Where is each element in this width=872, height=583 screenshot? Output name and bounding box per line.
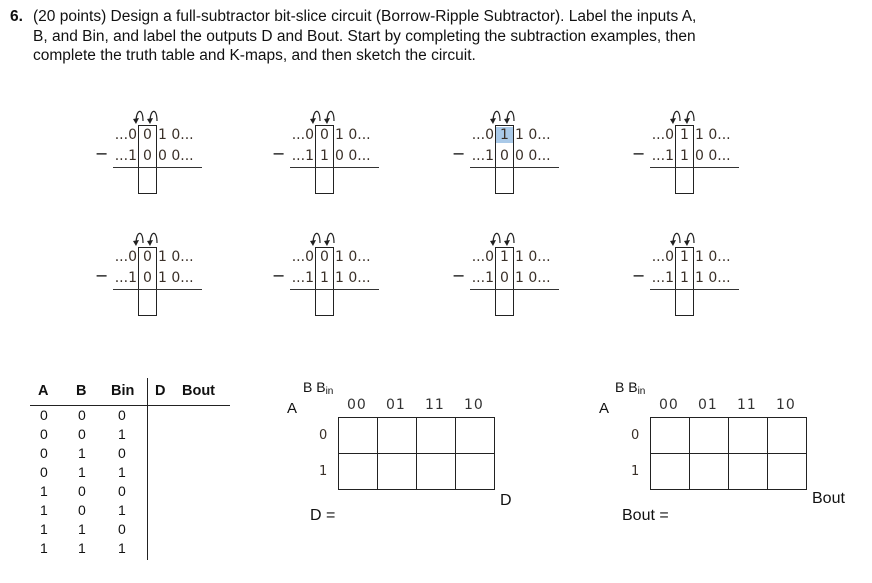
subtraction-example [95, 105, 225, 200]
operand-top-suffix: 1 0... [335, 249, 371, 265]
minus-sign: − [452, 266, 466, 285]
operand-top-column-digit: 1 [680, 127, 689, 143]
kmap-column-label: 00 [659, 397, 679, 413]
kmap-cell[interactable] [690, 418, 729, 454]
kmap-row-label: 1 [631, 464, 640, 479]
operand-bottom-suffix: 0 0... [515, 148, 551, 164]
operand-top-suffix: 1 0... [695, 127, 731, 143]
kmap-column-label: 00 [347, 397, 367, 413]
result-underline [470, 289, 559, 290]
minus-sign: − [95, 144, 109, 163]
question-text-line-1: (20 points) Design a full-subtractor bit-slice circuit (Borrow-Ripple Subtractor). Label the inputs A, [33, 8, 697, 25]
minus-sign: − [272, 144, 286, 163]
truth-table-cell: 0 [40, 407, 48, 423]
operand-top-suffix: 1 0... [158, 127, 194, 143]
truth-table-cell: 0 [78, 483, 86, 499]
kmap-cell[interactable] [417, 418, 456, 454]
truth-table-cell: 1 [40, 540, 48, 556]
operand-bottom-column-digit: 0 [143, 148, 152, 164]
minus-sign: − [632, 266, 646, 285]
operand-top-prefix: ...0 [471, 249, 494, 265]
kmap-equation-label: D = [310, 507, 336, 524]
operand-top-column-digit: 1 [500, 249, 509, 265]
column-variable-subscript: in [325, 386, 334, 397]
minus-sign: − [95, 266, 109, 285]
operand-bottom-suffix: 1 0... [158, 270, 194, 286]
borrow-arrows-icon [660, 107, 700, 125]
kmap-grid [338, 417, 495, 490]
truth-table-cell: 1 [78, 521, 86, 537]
column-variable-text: B B [303, 379, 326, 395]
operand-top-prefix: ...0 [291, 249, 314, 265]
subtraction-example [632, 227, 762, 322]
subtraction-example [272, 105, 402, 200]
kmap-grid [650, 417, 807, 490]
operand-top-prefix: ...0 [651, 127, 674, 143]
kmap-name: D [500, 492, 512, 509]
operand-top-prefix: ...0 [651, 249, 674, 265]
truth-table-cell: 1 [78, 464, 86, 480]
truth-table-cell: 0 [40, 445, 48, 461]
kmap-column-label: 10 [464, 397, 484, 413]
kmap-column-label: 11 [737, 397, 757, 413]
kmap-cell[interactable] [339, 454, 378, 490]
truth-table-cell: 0 [118, 521, 126, 537]
operand-top-prefix: ...0 [471, 127, 494, 143]
operand-bottom-prefix: ...1 [114, 270, 137, 286]
operand-top-column-digit: 0 [320, 249, 329, 265]
truth-table-header: B [76, 383, 87, 399]
truth-table-cell: 1 [78, 540, 86, 556]
truth-table-cell: 1 [118, 540, 126, 556]
operand-bottom-prefix: ...1 [651, 270, 674, 286]
kmap-name: Bout [812, 490, 845, 507]
result-underline [113, 167, 202, 168]
kmap-cell[interactable] [417, 454, 456, 490]
operand-top-column-digit: 0 [143, 249, 152, 265]
operand-top-suffix: 1 0... [515, 249, 551, 265]
operand-bottom-suffix: 0 0... [695, 148, 731, 164]
kmap-cell[interactable] [651, 454, 690, 490]
kmap-cell[interactable] [378, 454, 417, 490]
subtraction-example [95, 227, 225, 322]
truth-table-cell: 0 [118, 445, 126, 461]
truth-table-header: A [38, 383, 49, 399]
operand-top-prefix: ...0 [114, 249, 137, 265]
kmap-equation-label: Bout = [622, 507, 669, 524]
subtraction-example [272, 227, 402, 322]
operand-top-suffix: 1 0... [158, 249, 194, 265]
result-underline [650, 167, 739, 168]
kmap-cell[interactable] [768, 454, 807, 490]
operand-bottom-prefix: ...1 [471, 148, 494, 164]
truth-table-cell: 1 [118, 426, 126, 442]
borrow-arrows-icon [123, 107, 163, 125]
borrow-arrows-icon [480, 107, 520, 125]
operand-top-column-digit: 0 [143, 127, 152, 143]
kmap-row-label: 1 [319, 464, 328, 479]
result-underline [290, 167, 379, 168]
minus-sign: − [632, 144, 646, 163]
operand-top-suffix: 1 0... [335, 127, 371, 143]
truth-table-cell: 0 [78, 426, 86, 442]
kmap-column-label: 01 [386, 397, 406, 413]
truth-table-cell: 0 [118, 483, 126, 499]
subtraction-example [632, 105, 762, 200]
question-text-line-2: B, and Bin, and label the outputs D and Bout. Start by completing the subtraction examples, then [33, 28, 696, 45]
operand-bottom-suffix: 0 0... [158, 148, 194, 164]
truth-table-cell: 1 [118, 464, 126, 480]
operand-bottom-column-digit: 0 [143, 270, 152, 286]
truth-table-cell: 0 [78, 407, 86, 423]
kmap-cell[interactable] [768, 418, 807, 454]
kmap-column-label: 10 [776, 397, 796, 413]
result-underline [470, 167, 559, 168]
operand-bottom-prefix: ...1 [471, 270, 494, 286]
operand-top-column-digit: 1 [496, 127, 513, 143]
operand-bottom-suffix: 1 0... [695, 270, 731, 286]
truth-table-cell: 0 [40, 464, 48, 480]
operand-bottom-prefix: ...1 [651, 148, 674, 164]
operand-bottom-column-digit: 1 [320, 270, 329, 286]
truth-table-header: D [155, 383, 166, 399]
borrow-arrows-icon [123, 229, 163, 247]
borrow-arrows-icon [300, 229, 340, 247]
kmap-row-variable: A [599, 400, 610, 417]
truth-table-header: Bout [182, 383, 216, 399]
kmap-cell[interactable] [729, 454, 768, 490]
kmap-cell[interactable] [690, 454, 729, 490]
truth-table-cell: 1 [118, 502, 126, 518]
kmap-row-variable: A [287, 400, 298, 417]
kmap-row-label: 0 [631, 428, 640, 443]
operand-bottom-column-digit: 0 [500, 270, 509, 286]
column-variable-subscript: in [637, 386, 646, 397]
kmap-row-label: 0 [319, 428, 328, 443]
kmap-cell[interactable] [378, 418, 417, 454]
operand-bottom-suffix: 0 0... [335, 148, 371, 164]
kmap-cell[interactable] [729, 418, 768, 454]
subtraction-example [452, 105, 582, 200]
kmap-cell[interactable] [456, 418, 495, 454]
subtraction-example [452, 227, 582, 322]
borrow-arrows-icon [300, 107, 340, 125]
operand-bottom-prefix: ...1 [291, 148, 314, 164]
operand-bottom-suffix: 1 0... [515, 270, 551, 286]
question-text-line-3: complete the truth table and K-maps, and then sketch the circuit. [33, 47, 476, 64]
operand-bottom-column-digit: 1 [680, 148, 689, 164]
minus-sign: − [272, 266, 286, 285]
operand-top-column-digit: 1 [680, 249, 689, 265]
kmap-cell[interactable] [456, 454, 495, 490]
operand-top-suffix: 1 0... [515, 127, 551, 143]
truth-table-cell: 1 [78, 445, 86, 461]
kmap-column-label: 01 [698, 397, 718, 413]
column-variable-text: B B [615, 379, 638, 395]
truth-table-cell: 1 [40, 502, 48, 518]
borrow-arrows-icon [480, 229, 520, 247]
operand-top-suffix: 1 0... [695, 249, 731, 265]
header-divider [30, 405, 230, 406]
minus-sign: − [452, 144, 466, 163]
operand-top-column-digit: 0 [320, 127, 329, 143]
truth-table-cell: 0 [40, 426, 48, 442]
kmap-column-variable [303, 379, 333, 395]
operand-bottom-suffix: 1 0... [335, 270, 371, 286]
borrow-arrows-icon [660, 229, 700, 247]
operand-bottom-prefix: ...1 [114, 148, 137, 164]
kmap-cell[interactable] [339, 418, 378, 454]
operand-bottom-column-digit: 0 [500, 148, 509, 164]
operand-top-prefix: ...0 [291, 127, 314, 143]
result-underline [290, 289, 379, 290]
input-output-divider [147, 378, 148, 560]
kmap-column-variable [615, 379, 645, 395]
operand-bottom-prefix: ...1 [291, 270, 314, 286]
operand-bottom-column-digit: 1 [320, 148, 329, 164]
truth-table-cell: 1 [40, 521, 48, 537]
operand-bottom-column-digit: 1 [680, 270, 689, 286]
question-number: 6. [10, 8, 23, 25]
truth-table-header: Bin [111, 383, 135, 399]
result-underline [650, 289, 739, 290]
kmap-cell[interactable] [651, 418, 690, 454]
result-underline [113, 289, 202, 290]
truth-table-cell: 0 [118, 407, 126, 423]
kmap-column-label: 11 [425, 397, 445, 413]
operand-top-prefix: ...0 [114, 127, 137, 143]
truth-table-cell: 1 [40, 483, 48, 499]
truth-table-cell: 0 [78, 502, 86, 518]
